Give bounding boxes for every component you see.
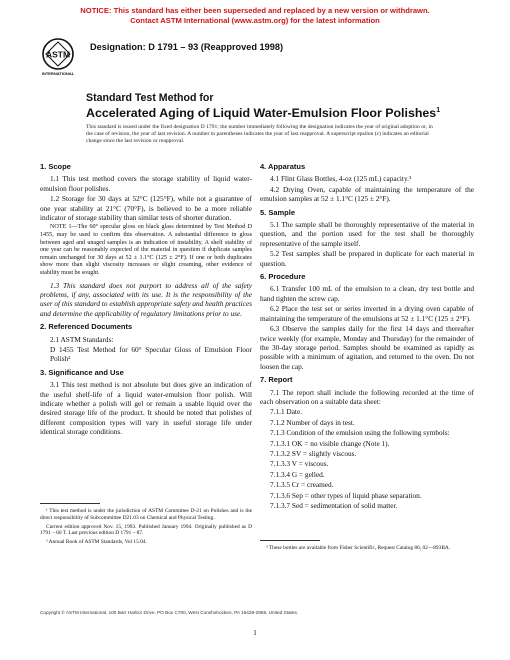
title-line-1: Standard Test Method for — [86, 92, 214, 104]
svg-text:ASTM: ASTM — [45, 49, 71, 60]
footnote-2: ² Annual Book of ASTM Standards, Vol 15.04. — [46, 539, 147, 546]
para-7-1: 7.1 The report shall include the following recorded at the time of each observation on a suitable data sheet: — [260, 387, 474, 406]
copyright-line: Copyright © ASTM International, 100 Barr Harbor Drive, PO Box C700, West Conshohocken, PA 19428-2959, United States. — [40, 610, 299, 615]
para-1-1: 1.1 This test method covers the storage stability of liquid water-emulsion floor polishes. — [40, 174, 252, 193]
footnotes-right — [260, 540, 474, 554]
section-apparatus-heading: 4. Apparatus — [260, 162, 306, 171]
para-5-2: 5.2 Test samples shall be prepared in duplicate for each material in question. — [260, 249, 474, 268]
para-6-3: 6.3 Observe the samples daily for the first 14 days and thereafter twice weekly (for example, Monday and Thursday) for the remainder of the 30-day storage period. Samples should be examined as rapidly as possible with a minimum of agitation, and returned to the oven. Do not loosen the cap. — [260, 324, 474, 371]
para-7-1-1: 7.1.1 Date. — [270, 407, 303, 417]
footnote-1-edition: Current edition approved Nov. 15, 1993. Published January 1994. Originally published as D 1791 – 60 T. Last previous edition D 1791 – 87. — [40, 523, 252, 537]
notice-banner — [0, 6, 510, 25]
para-1-3: 1.3 This standard does not purport to address all of the safety problems, if any, associated with its use. It is the responsibility of the user of this standard to establish appropriate safety and health practices and determine the applicability of regulatory limitations prior to use. — [40, 280, 252, 318]
para-7-1-3-2: 7.1.3.2 SV = slightly viscous. — [270, 448, 357, 458]
footnotes-left — [40, 503, 252, 548]
footnote-rule — [260, 540, 320, 541]
para-7-1-3-6: 7.1.3.6 Sep = other types of liquid phase separation. — [270, 490, 422, 500]
logo-caption: INTERNATIONAL — [41, 71, 75, 76]
section-report-heading: 7. Report — [260, 375, 293, 385]
standard-issuance-note: This standard is issued under the fixed designation D 1791; the number immediately following the designation indicates the year of original adoption or, in the case of revision, the year of last revision. A number in parentheses indicates the year of last reapproval. A superscript epsilon (ε) indicates an editorial change since the last revision or reapproval. — [86, 124, 433, 144]
para-7-1-3-5: 7.1.3.5 Cr = creamed. — [270, 480, 334, 490]
para-2-1: 2.1 ASTM Standards: — [50, 334, 114, 344]
para-5-1: 5.1 The sample shall be thoroughly representative of the material in question, and the portion used for the test shall be thoroughly representative of the sample itself. — [260, 220, 474, 248]
title-footnote-mark: 1 — [436, 107, 441, 114]
reference-d1455: D 1455 Test Method for 60° Specular Gloss of Emulsion Floor Polish² — [50, 345, 252, 364]
para-7-1-3-3: 7.1.3.3 V = viscous. — [270, 459, 329, 469]
section-significance-heading: 3. Significance and Use — [40, 367, 124, 377]
footnote-rule — [40, 503, 100, 504]
para-3-1: 3.1 This test method is not absolute but does give an indication of the useful shelf-life of a liquid water-emulsion floor polish. Will indicate whether a polish will gel or remain a usable liquid over the desired storage life of the product. It should be noted that polishes of different composition types will vary in useful storage life under identical storage conditions. — [40, 380, 252, 437]
right-column — [260, 158, 474, 511]
title-line-2 — [86, 104, 466, 120]
title-main: Accelerated Aging of Liquid Water-Emulsion Floor Polishes — [86, 106, 437, 121]
para-7-1-3-7: 7.1.3.7 Sed = sedimentation of solid matter. — [270, 501, 398, 510]
section-referenced-documents-heading: 2. Referenced Documents — [40, 322, 133, 332]
para-4-2: 4.2 Drying Oven, capable of maintaining the temperature of the emulsion samples at 52 ± 1.1°C (125 ± 2°F). — [260, 184, 474, 204]
para-7-1-3-4: 7.1.3.4 G = gelled. — [270, 469, 325, 479]
section-sample-heading: 5. Sample — [260, 207, 296, 217]
para-4-1: 4.1 Flint Glass Bottles, 4-oz (125 mL) capacity.³ — [270, 174, 412, 184]
para-6-1: 6.1 Transfer 100 mL of the emulsion to a clean, dry test bottle and hand tighten the screw cap. — [260, 284, 474, 303]
left-column — [40, 158, 252, 438]
section-procedure-heading: 6. Procedure — [260, 272, 306, 282]
para-1-2: 1.2 Storage for 30 days at 52°C (125°F), while not a guarantee of one year stability at 21°C (70°F), is believed to be a more reliable indicator of storage stability than similar tests of shorter duration. — [40, 194, 252, 223]
designation: Designation: D 1791 – 93 (Reapproved 1998) — [90, 42, 284, 52]
footnote-1: ¹ This test method is under the jurisdiction of ASTM Committee D-21 on Polishes and is the direct responsibility of Subcommittee D21.03 on Chemical and Physical Testing. — [40, 508, 252, 521]
para-6-2: 6.2 Place the test set or series inverted in a drying oven capable of maintaining the temperature of the emulsions at 52 ± 1.1°C (125 ± 2°F). — [260, 304, 474, 323]
footnote-3: ³ These bottles are available from Fisher Scientific, Request Catalog 86, 02—893BA. — [266, 545, 451, 551]
para-7-1-3: 7.1.3 Condition of the emulsion using the following symbols: — [270, 428, 450, 438]
section-scope-heading: 1. Scope — [40, 162, 71, 171]
notice-line-2: Contact ASTM International (www.astm.org) for the latest information — [130, 15, 380, 25]
astm-logo — [38, 36, 78, 76]
page-number: 1 — [253, 628, 257, 637]
para-7-1-3-1: 7.1.3.1 OK = no visible change (Note 1). — [270, 438, 390, 448]
para-7-1-2: 7.1.2 Number of days in test. — [270, 417, 355, 427]
title-block — [86, 92, 466, 120]
notice-line-1: NOTICE: This standard has either been superseded and replaced by a new version or withdrawn. — [80, 6, 430, 15]
note-1: NOTE 1—The 60° specular gloss on black glass determined by Test Method D 1455, may be used to confirm this observation. A substantial difference in gloss between aged and unaged samples is an indication of instability. A shelf stability of one year can be reasonably expected of the material in question if duplicate samples remain unchanged for 30 days at 52 ± 1.1°C (125 ± 2°F). If one or both duplicates show more than slight viscosity increases or slight creaming, other evidence of stability must be sought. — [40, 224, 252, 276]
